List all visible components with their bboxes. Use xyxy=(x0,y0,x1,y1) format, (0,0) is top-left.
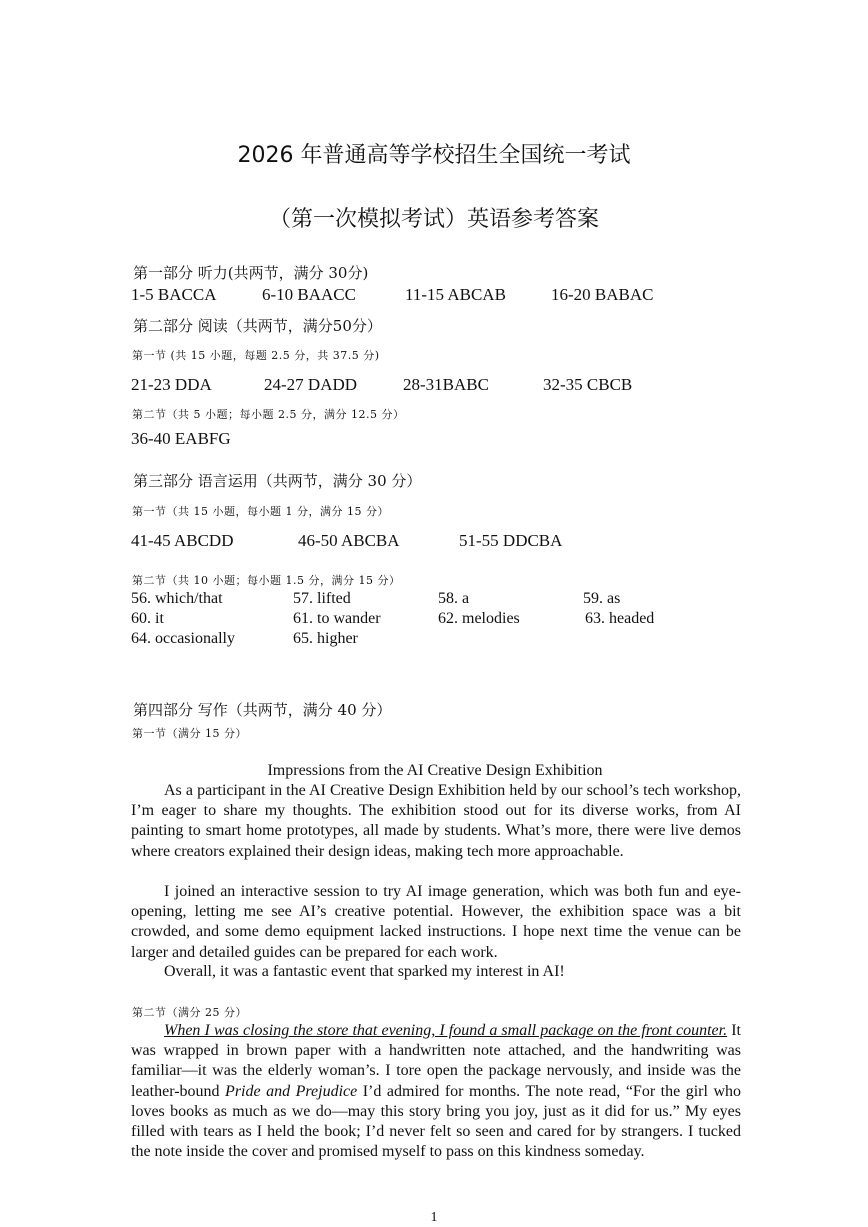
answer-group: 51-55 DDCBA xyxy=(459,531,563,550)
answer-group: 36-40 EABFG xyxy=(131,429,231,448)
essay-title: Impressions from the AI Creative Design Exhibition xyxy=(267,762,603,779)
answer-item: 58. a xyxy=(438,590,470,607)
part2-section2-heading: 第二节（共 5 小题；每小题 2.5 分，满分 12.5 分） xyxy=(132,408,405,421)
title-line-1: 2026 年普通高等学校招生全国统一考试 xyxy=(237,143,631,168)
answer-group: 46-50 ABCBA xyxy=(298,531,400,550)
answer-group: 28-31BABC xyxy=(403,375,489,394)
answer-item: 59. as xyxy=(583,590,621,607)
answer-item: 56. which/that xyxy=(131,590,223,607)
answer-item: 57. lifted xyxy=(293,590,351,607)
page-number: 1 xyxy=(430,1210,438,1225)
part4-section2-heading: 第二节（满分 25 分） xyxy=(132,1006,247,1019)
answer-item: 62. melodies xyxy=(438,610,520,627)
part3-section2-heading: 第二节（共 10 小题；每小题 1.5 分，满分 15 分） xyxy=(132,574,401,587)
answer-group: 6-10 BAACC xyxy=(262,285,356,304)
part3-section1-heading: 第一节（共 15 小题，每小题 1 分，满分 15 分） xyxy=(132,505,389,518)
answer-item: 61. to wander xyxy=(293,610,381,627)
story-lead: When I was closing the store that evening, I found a small package on the front counter. xyxy=(164,1022,728,1039)
part1-heading: 第一部分 听力(共两节，满分 30分) xyxy=(133,264,369,282)
answer-group: 1-5 BACCA xyxy=(131,285,217,304)
part3-heading: 第三部分 语言运用（共两节，满分 30 分） xyxy=(133,472,422,490)
answer-group: 24-27 DADD xyxy=(264,375,358,394)
part2-section1-heading: 第一节 (共 15 小题，每题 2.5 分，共 37.5 分) xyxy=(132,349,380,362)
answer-group: 16-20 BABAC xyxy=(551,285,654,304)
answer-group: 41-45 ABCDD xyxy=(131,531,234,550)
answer-group: 32-35 CBCB xyxy=(543,375,633,394)
essay-paragraph: Overall, it was a fantastic event that sparked my interest in AI! xyxy=(164,963,565,980)
essay-paragraph: As a participant in the AI Creative Design Exhibition held by our school’s tech workshop, I’m eager to share my thoughts. The exhibition stood out for its diverse works, from AI painting to smart home prototypes, all made by students. What’s more, there were live demos where creators explained their design ideas, making tech more approachable. xyxy=(131,782,741,860)
answer-item: 63. headed xyxy=(585,610,655,627)
story-paragraph xyxy=(131,1021,741,1162)
book-title: Pride and Prejudice xyxy=(225,1082,358,1100)
part2-heading: 第二部分 阅读（共两节，满分50分） xyxy=(133,317,382,335)
story-text: It was wrapped in brown paper with a handwritten note attached, and the handwriting was familiar—it was the elderly woman’s. I tore open the package nervously, and inside was the leather-bound xyxy=(131,1022,742,1100)
answer-item: 64. occasionally xyxy=(131,630,235,647)
answer-group: 21-23 DDA xyxy=(131,375,212,394)
story-text: I’d admired for months. The note read, “For the girl who loves books as much as we do—may this story bring you joy, just as it did for us.” My eyes filled with tears as I held the book; I’d never felt so seen and cared for by strangers. I tucked the note inside the cover and promised myself to pass on this kindness someday. xyxy=(131,1082,741,1161)
essay-paragraph: I joined an interactive session to try AI image generation, which was both fun and eye-opening, letting me see AI’s creative potential. However, the exhibition space was a bit crowded, and some demo equipment lacked instructions. I hope next time the venue can be larger and detailed guides can be prepared for each work. xyxy=(131,883,741,961)
answer-item: 60. it xyxy=(131,610,164,627)
part4-section1-heading: 第一节（满分 15 分） xyxy=(132,727,247,740)
answer-group: 11-15 ABCAB xyxy=(405,285,506,304)
title-line-2: （第一次模拟考试）英语参考答案 xyxy=(268,207,599,232)
part4-heading: 第四部分 写作（共两节，满分 40 分） xyxy=(133,701,392,719)
answer-item: 65. higher xyxy=(293,630,358,647)
